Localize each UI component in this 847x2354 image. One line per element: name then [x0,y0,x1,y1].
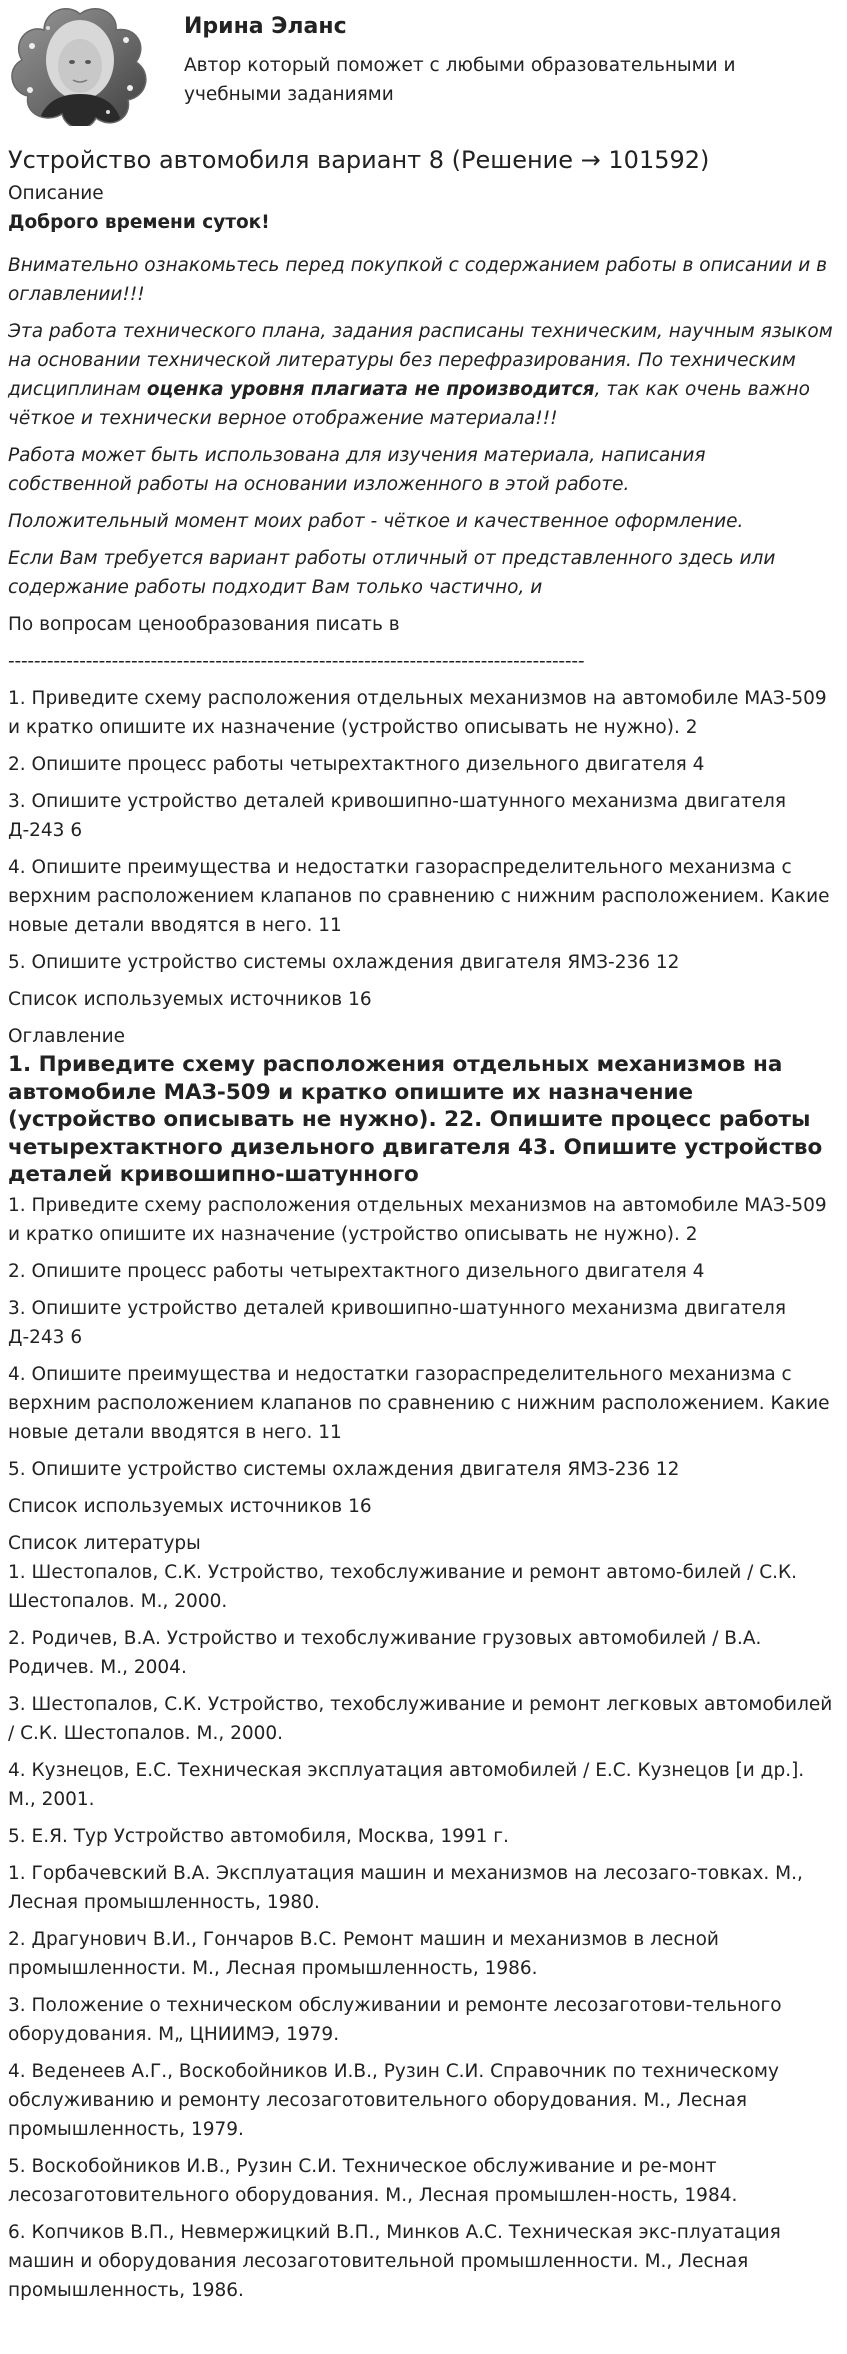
literature-label: Список литературы [8,1532,201,1554]
document-content [8,143,834,2313]
pricing-paragraph: По вопросам ценообразования писать в [8,614,400,635]
literature-item: 4. Веденеев А.Г., Воскобойников И.В., Рузин С.И. Справочник по техническому обслуживанию и ремонту лесозаготовительного оборудования. М., Лесная промышленность, 1979. [8,2060,779,2140]
literature-item: 2. Драгунович В.И., Гончаров В.С. Ремонт машин и механизмов в лесной промышленности. М., Лесная промышленность, 1986. [8,1928,719,1979]
description-paragraph: Внимательно ознакомьтесь перед покупкой с содержанием работы в описании и в оглавлении!!! [8,255,828,305]
author-block [8,6,838,126]
toc-item: 1. Приведите схему расположения отдельных механизмов на автомобиле МАЗ-509 и кратко опишите их назначение (устройство описывать не нужно). 2 [8,1194,827,1245]
toc-item: 4. Опишите преимущества и недостатки газораспределительного механизма с верхним расположением клапанов по сравнению с нижним расположением. Какие новые детали вводятся в него. 11 [8,1363,830,1443]
literature-item: 5. Воскобойников И.В., Рузин С.И. Техническое обслуживание и ре-монт лесозаготовительного оборудования. М., Лесная промышлен-ность, 1984. [8,2155,738,2206]
description-paragraph: Если Вам требуется вариант работы отличный от представленного здесь или содержание работы подходит Вам только частично, и [8,548,776,598]
list-item: 3. Опишите устройство деталей кривошипно-шатунного механизма двигателя Д-243 6 [8,791,786,841]
dashed-divider: ----------------------------------------------------------------------------------------- [8,651,585,672]
author-description: Автор который поможет с любыми образовательными и учебными заданиями [184,55,736,105]
plagiarism-paragraph [8,317,834,433]
literature-item: 5. Е.Я. Тур Устройство автомобиля, Москва, 1991 г. [8,1825,509,1847]
literature-item: 2. Родичев, В.А. Устройство и техобслуживание грузовых автомобилей / В.А. Родичев. М., 2004. [8,1627,762,1678]
page-title: Устройство автомобиля вариант 8 (Решение → 101592) [8,146,710,174]
greeting-text: Доброго времени суток! [8,212,270,233]
description-paragraph: Работа может быть использована для изучения материала, написания собственной работы на основании изложенного в этой работе. [8,445,706,495]
toc-item: 2. Опишите процесс работы четырехтактного дизельного двигателя 4 [8,1260,705,1282]
literature-item: 3. Положение о техническом обслуживании и ремонте лесозаготови-тельного оборудования. М„ ЦНИИМЭ, 1979. [8,1994,782,2045]
toc-item: Список используемых источников 16 [8,1495,372,1517]
toc-heading: 1. Приведите схему расположения отдельных механизмов на автомобиле МАЗ-509 и кратко опишите их назначение (устройство описывать не нужно). 22. Опишите процесс работы четырехтактного дизельного двигателя 43. Опишите устройство деталей кривошипно-шатунного [8,1052,823,1187]
toc-label: Оглавление [8,1026,126,1047]
list-item: 4. Опишите преимущества и недостатки газораспределительного механизма с верхним расположением клапанов по сравнению с нижним расположением. Какие новые детали вводятся в него. 11 [8,857,830,936]
plagiarism-text-start: Эта работа технического плана, задания расписаны техническим, научным языком на основании технической литературы без перефразирования. По техническим дисциплинам [8,321,833,400]
literature-item: 3. Шестопалов, С.К. Устройство, техобслуживание и ремонт легковых автомобилей / С.К. Шестопалов. М., 2000. [8,1693,833,1744]
author-photo-avatar[interactable] [8,6,153,126]
literature-item: 1. Шестопалов, С.К. Устройство, техобслуживание и ремонт автомо-билей / С.К. Шестопалов. М., 2000. [8,1561,798,1612]
author-name[interactable]: Ирина Эланс [184,14,347,39]
literature-item: 6. Копчиков В.П., Невмержицкий В.П., Минков А.С. Техническая экс-плуатация машин и оборудования лесозаготовительной промышленности. М., Лесная промышленность, 1986. [8,2221,781,2301]
list-item: 2. Опишите процесс работы четырехтактного дизельного двигателя 4 [8,754,705,775]
plagiarism-bold-text: оценка уровня плагиата не производится [146,379,595,400]
list-item: 5. Опишите устройство системы охлаждения двигателя ЯМЗ-236 12 [8,952,680,973]
description-label: Описание [8,183,104,204]
literature-item: 4. Кузнецов, Е.С. Техническая эксплуатация автомобилей / Е.С. Кузнецов [и др.]. М., 2001. [8,1759,805,1810]
list-item: 1. Приведите схему расположения отдельных механизмов на автомобиле МАЗ-509 и кратко опишите их назначение (устройство описывать не нужно). 2 [8,688,827,738]
plagiarism-text-end: , так как очень важно чёткое и технически верное отображение материала!!! [8,379,810,429]
description-paragraph: Положительный момент моих работ - чёткое и качественное оформление. [8,511,744,532]
toc-item: 3. Опишите устройство деталей кривошипно-шатунного механизма двигателя Д-243 6 [8,1297,786,1348]
toc-item: 5. Опишите устройство системы охлаждения двигателя ЯМЗ-236 12 [8,1458,680,1480]
literature-item: 1. Горбачевский В.А. Эксплуатация машин и механизмов на лесозаго-товках. М., Лесная промышленность, 1980. [8,1862,803,1913]
list-item: Список используемых источников 16 [8,989,372,1010]
